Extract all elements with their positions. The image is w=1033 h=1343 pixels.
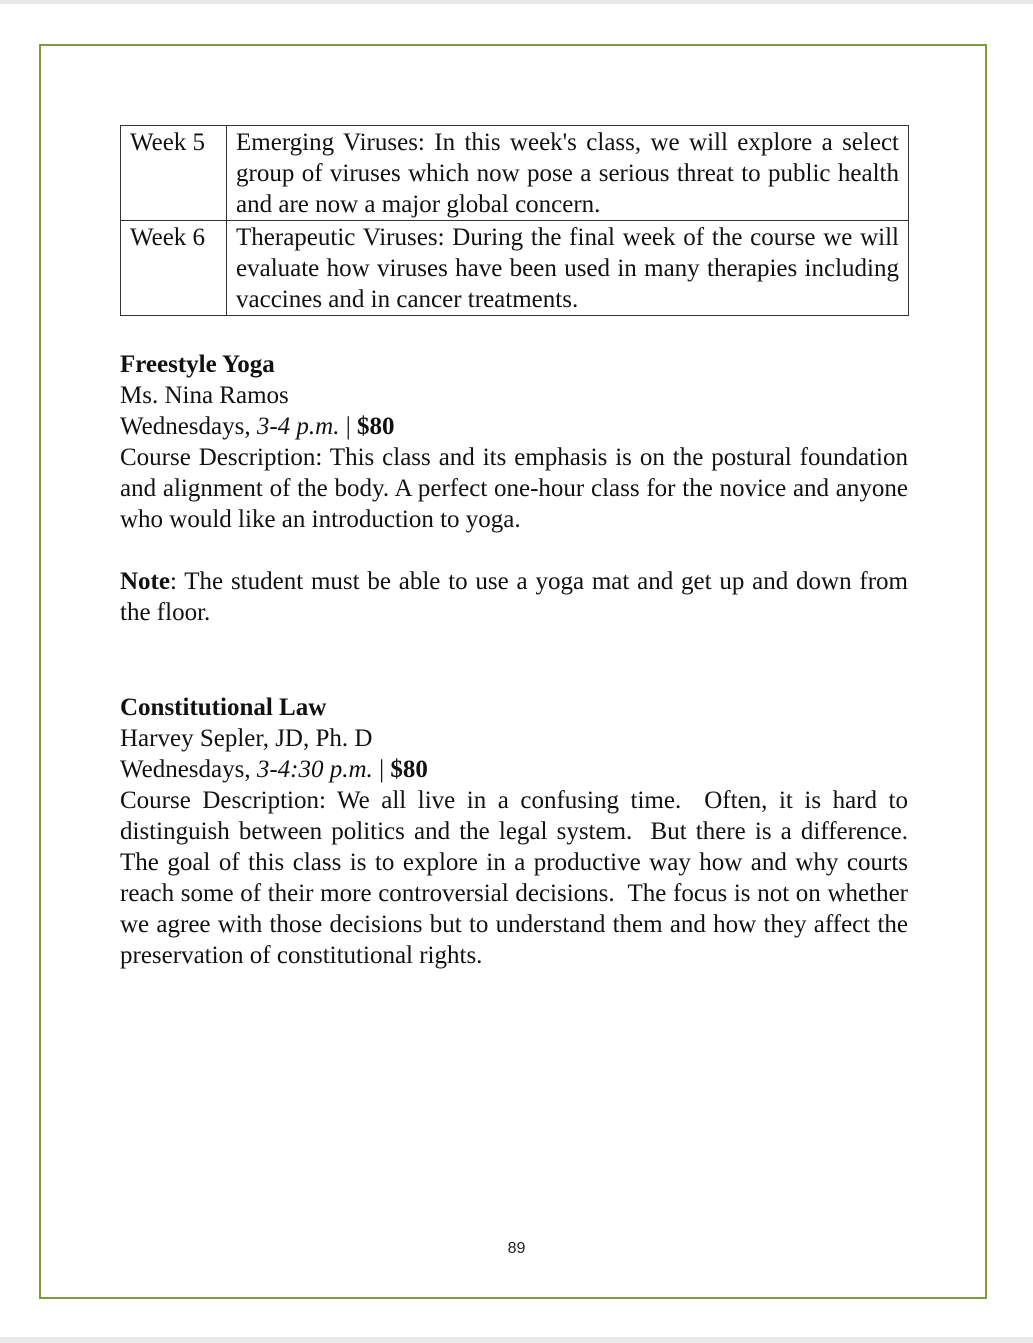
price-separator: |: [372, 756, 391, 783]
course-instructor: Harvey Sepler, JD, Ph. D: [120, 725, 373, 752]
week-description: Emerging Viruses: In this week's class, we will explore a select group of viruses which now pose a serious threat to public health and are now a major global concern.: [227, 126, 909, 221]
course-description: Course Description: We all live in a confusing time. Often, it is hard to distinguish between politics and the legal system. But there is a difference. The goal of this class is to explore in a productive way how and why courts reach some of their more controversial decisions. The focus is not on whether we agree with those decisions but to understand them and how they affect the preservation of constitutional rights.: [120, 787, 921, 969]
course-schedule: [120, 754, 908, 785]
course-time: 3-4:30 p.m.: [256, 756, 373, 783]
page-content: [120, 125, 921, 971]
note-label: Note: [120, 568, 170, 595]
course-freestyle-yoga: [120, 349, 908, 628]
course-title: Freestyle Yoga: [120, 351, 275, 378]
bottom-edge: [0, 1337, 1033, 1343]
table-row: [121, 221, 909, 316]
week-label: Week 6: [121, 221, 227, 316]
course-price: $80: [357, 413, 395, 440]
course-day: Wednesdays,: [120, 413, 257, 440]
course-price: $80: [390, 756, 428, 783]
note-text: : The student must be able to use a yoga mat and get up and down from the floor.: [120, 568, 908, 626]
page-number: 89: [507, 1240, 526, 1257]
week-description: Therapeutic Viruses: During the final week of the course we will evaluate how viruses have been used in many therapies including vaccines and in cancer treatments.: [227, 221, 909, 316]
course-time: 3-4 p.m.: [256, 413, 340, 440]
course-constitutional-law: [120, 692, 921, 971]
course-schedule: [120, 411, 908, 442]
course-description: Course Description: This class and its emphasis is on the postural foundation and alignment of the body. A perfect one-hour class for the novice and anyone who would like an introduction to yoga.: [120, 444, 908, 533]
week-schedule-table: [120, 125, 909, 316]
course-title: Constitutional Law: [120, 694, 327, 721]
week-label: Week 5: [121, 126, 227, 221]
top-edge: [0, 0, 1033, 4]
price-separator: |: [339, 413, 357, 440]
course-day: Wednesdays,: [120, 756, 257, 783]
course-note: [120, 566, 908, 628]
table-row: [121, 126, 909, 221]
course-instructor: Ms. Nina Ramos: [120, 382, 289, 409]
